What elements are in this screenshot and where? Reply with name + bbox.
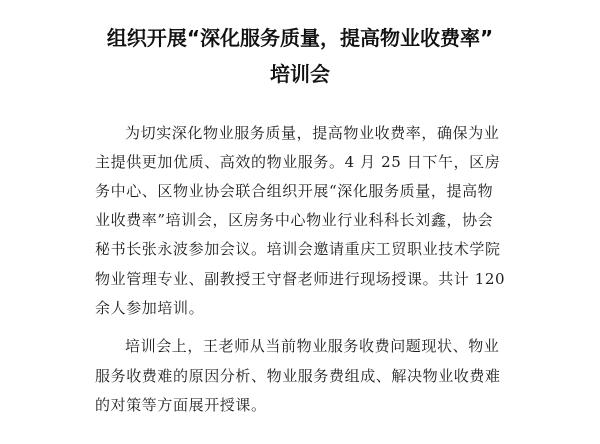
document-title-line-1: 组织开展“深化服务质量，提高物业收费率”	[106, 26, 494, 50]
paragraph-line: 余人参加培训。	[95, 299, 205, 317]
paragraph-line: 主提供更加优质、高效的物业服务。4 月 25 日下午，区房	[95, 153, 501, 171]
paragraph-line: 秘书长张永波参加会议。培训会邀请重庆工贸职业技术学院	[95, 240, 501, 258]
paragraph-line: 服务收费难的原因分析、物业服务费组成、解决物业收费难	[95, 367, 501, 385]
paragraph-line: 培训会上，王老师从当前物业服务收费问题现状、物业	[125, 337, 500, 355]
paragraph-line: 为切实深化物业服务质量，提高物业收费率，确保为业	[125, 124, 500, 142]
paragraph-line: 的对策等方面展开授课。	[95, 396, 267, 414]
paragraph-line: 物业管理专业、副教授王守督老师进行现场授课。共计 120	[95, 270, 506, 288]
document-title-line-2: 培训会	[270, 62, 330, 86]
paragraph-line: 务中心、区物业协会联合组织开展“深化服务质量，提高物	[95, 182, 494, 200]
paragraph-line: 业收费率”培训会，区房务中心物业行业科科长刘鑫，协会	[95, 211, 494, 229]
